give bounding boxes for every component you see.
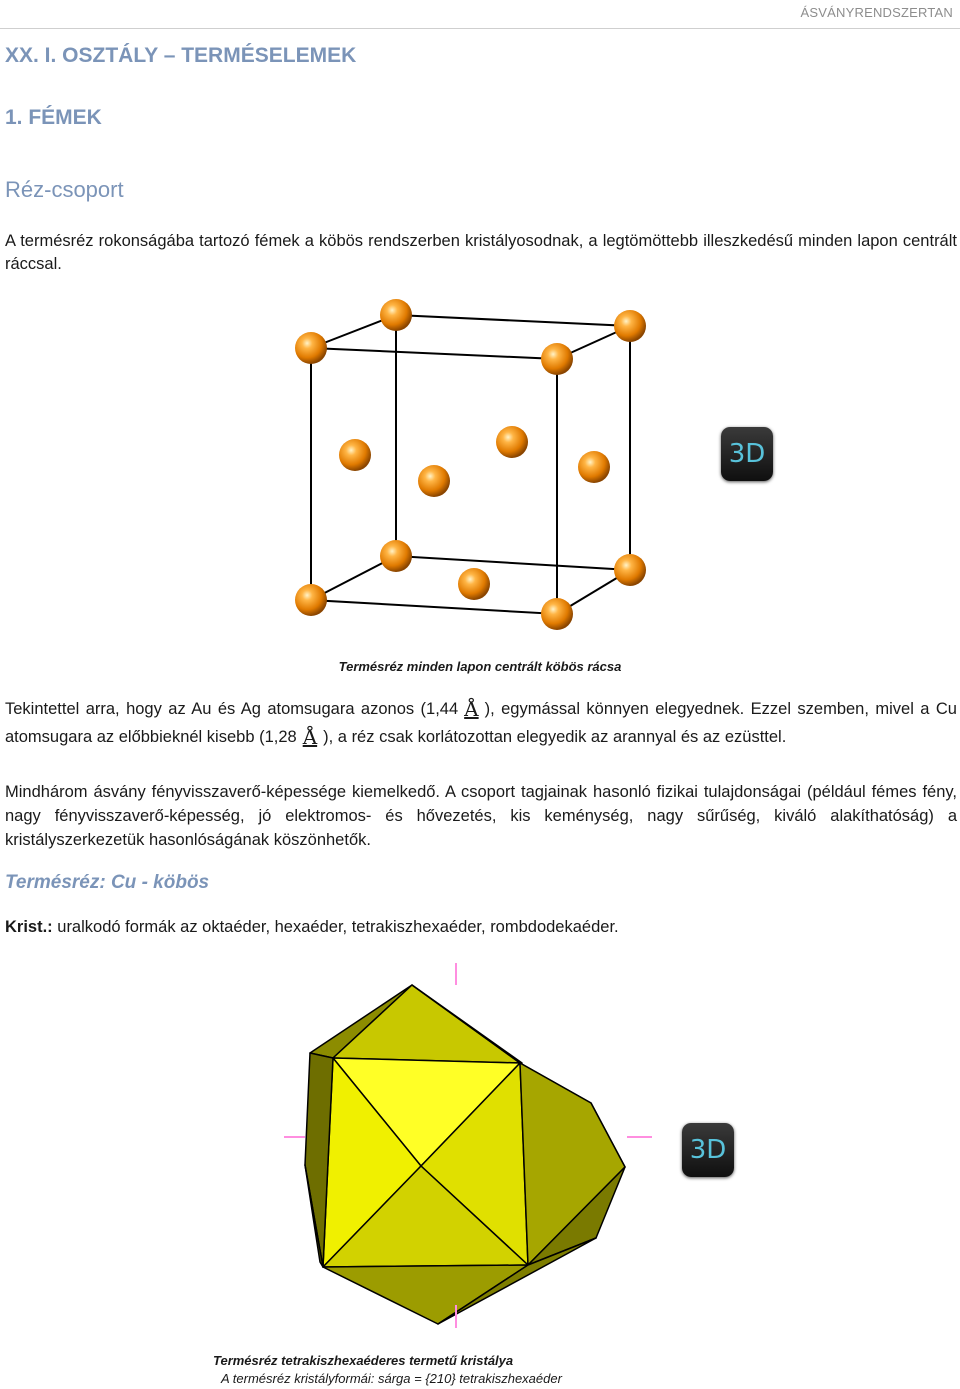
figure2-caption: Termésréz tetrakiszhexaéderes termetű kristálya [213, 1353, 514, 1368]
angstrom-symbol: Å [302, 725, 318, 749]
button-3d-label: 3D [728, 439, 766, 469]
atom [458, 568, 490, 600]
atom [418, 465, 450, 497]
atom [541, 598, 573, 630]
radius-text-3: ), a réz csak korlátozottan elegyedik az arannyal és az ezüsttel. [323, 728, 787, 746]
button-3d-label: 3D [689, 1135, 727, 1165]
fcc-lattice-figure [280, 290, 660, 640]
atom [339, 439, 371, 471]
species-title: Termésréz: Cu - köbös [5, 872, 210, 893]
crystal-face [323, 1265, 528, 1324]
intro-paragraph: A termésréz rokonságába tartozó fémek a köbös rendszerben kristályosodnak, a legtömöttebb illeszkedésű minden lapon centrált ráccsal. [5, 232, 957, 273]
group-title: Réz-csoport [5, 177, 124, 202]
atom [295, 332, 327, 364]
header-rule [0, 28, 960, 29]
figure1-caption: Termésréz minden lapon centrált köbös rácsa [338, 659, 622, 674]
atom [614, 554, 646, 586]
atom [380, 299, 412, 331]
view-3d-button-lattice[interactable] [721, 427, 773, 481]
tetrakishexahedron-figure [213, 960, 738, 1330]
crystal-forms-line [5, 918, 619, 937]
section-title: 1. FÉMEK [5, 106, 102, 129]
krist-text: uralkodó formák az oktaéder, hexaéder, tetrakiszhexaéder, rombdodekaéder. [57, 918, 619, 936]
radius-text-1: Tekintettel arra, hogy az Au és Ag atomsugara azonos (1,44 [5, 700, 459, 718]
running-header: ÁSVÁNYRENDSZERTAN [800, 5, 953, 20]
krist-label: Krist.: [5, 918, 53, 936]
radius-text-2: ), egymással könnyen elegyednek. Ezzel szemben, mivel a Cu atomsugara az előbbieknél kisebb (1,28 [5, 700, 957, 746]
angstrom-symbol: Å [464, 697, 479, 721]
radius-paragraph [5, 695, 957, 751]
figure2-subcaption: A termésréz kristályformái: sárga = {210} tetrakiszhexaéder [221, 1371, 562, 1386]
atom [295, 584, 327, 616]
properties-paragraph: Mindhárom ásvány fényvisszaverő-képessége kiemelkedő. A csoport tagjainak hasonló fizikai tulajdonságai (például fémes fény, nagy fényvisszaverő-képesség, jó elektromos- és hővezetés, kis keménység, nagy sűrűség, kiváló alakíthatóság) a kristályszerkezetük hasonlóságának köszönhetők. [5, 783, 957, 849]
chapter-title: XX. I. OSZTÁLY – TERMÉSELEMEK [5, 44, 357, 67]
atom [614, 310, 646, 342]
view-3d-button-crystal[interactable] [682, 1123, 734, 1177]
atom [496, 426, 528, 458]
atom [578, 451, 610, 483]
atom [380, 540, 412, 572]
atom [541, 343, 573, 375]
